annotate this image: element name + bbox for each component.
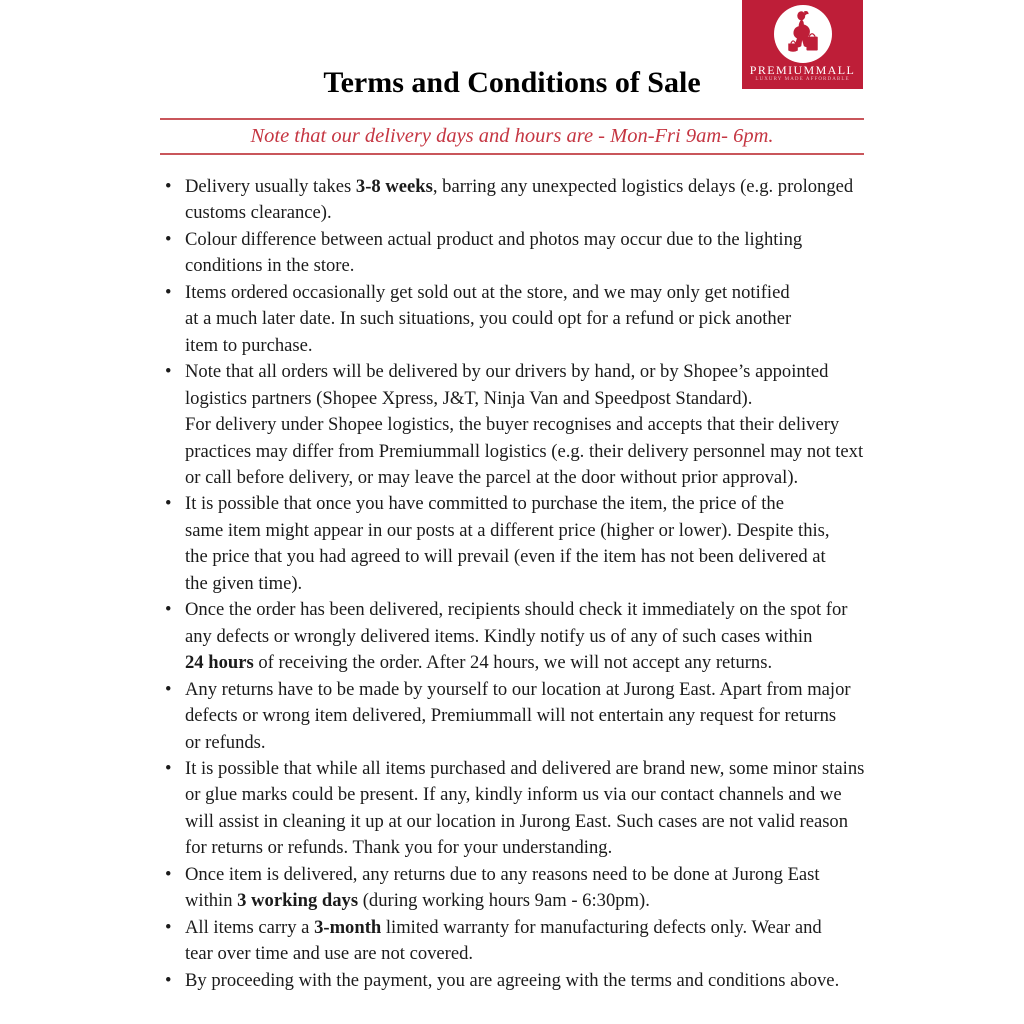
term-item [163,862,874,915]
logo-brand-text: PREMIUMMALL [749,63,856,77]
page-title: Terms and Conditions of Sale [323,66,701,99]
term-item [163,227,874,280]
term-line: within 3 working days (during working hours 9am - 6:30pm). [185,890,650,912]
term-item [163,915,874,968]
term-line: • By proceeding with the payment, you are agreeing with the terms and conditions above. [185,969,840,991]
term-item [163,491,874,597]
term-line: defects or wrong item delivered, Premiummall will not entertain any request for returns [185,705,837,727]
term-line: practices may differ from Premiummall logistics (e.g. their delivery personnel may not text [185,440,864,462]
term-line: For delivery under Shopee logistics, the buyer recognises and accepts that their delivery [185,414,840,436]
term-item [163,756,874,862]
term-line: or glue marks could be present. If any, kindly inform us via our contact channels and we [185,784,842,806]
terms-list [0,174,1024,994]
woman-shopper-silhouette-icon [777,8,829,60]
term-line: any defects or wrongly delivered items. Kindly notify us of any of such cases within [185,625,813,647]
term-line: • Any returns have to be made by yourself to our location at Jurong East. Apart from major [185,678,851,700]
term-line: • All items carry a 3-month limited warranty for manufacturing defects only. Wear and [185,916,822,938]
term-line: or call before delivery, or may leave the parcel at the door without prior approval). [185,466,799,488]
term-line: 24 hours of receiving the order. After 24 hours, we will not accept any returns. [185,652,773,674]
term-line: the price that you had agreed to will prevail (even if the item has not been delivered at [185,546,826,568]
logo-circle [774,5,832,63]
term-line: will assist in cleaning it up at our location in Jurong East. Such cases are not valid reason [185,810,849,832]
term-line: • Once the order has been delivered, recipients should check it immediately on the spot for [185,599,848,621]
term-line: same item might appear in our posts at a different price (higher or lower). Despite this, [185,519,830,541]
term-line: at a much later date. In such situations, you could opt for a refund or pick another [185,308,792,330]
term-line: • Colour difference between actual product and photos may occur due to the lighting [185,228,803,250]
term-line: customs clearance). [185,202,332,224]
delivery-notice-banner [160,118,864,155]
term-line: • It is possible that once you have committed to purchase the item, the price of the [185,493,784,515]
term-line: logistics partners (Shopee Xpress, J&T, Ninja Van and Speedpost Standard). [185,387,753,409]
term-line: • It is possible that while all items purchased and delivered are brand new, some minor stains [185,757,865,779]
term-line: • Once item is delivered, any returns due to any reasons need to be done at Jurong East [185,863,820,885]
term-line: item to purchase. [185,334,313,356]
term-line: the given time). [185,572,303,594]
term-line: or refunds. [185,731,266,753]
term-line: • Items ordered occasionally get sold out at the store, and we may only get notified [185,281,790,303]
term-line: • Note that all orders will be delivered by our drivers by hand, or by Shopee’s appointed [185,361,829,383]
term-item [163,359,874,491]
term-item [163,174,874,227]
term-line: for returns or refunds. Thank you for your understanding. [185,837,613,859]
term-line: • Delivery usually takes 3-8 weeks, barring any unexpected logistics delays (e.g. prolonged [185,176,854,197]
term-item [163,968,874,994]
delivery-notice-text: Note that our delivery days and hours are - Mon-Fri 9am- 6pm. [250,125,774,147]
premiummall-logo [742,0,863,89]
term-line: tear over time and use are not covered. [185,943,474,965]
term-item [163,597,874,676]
term-item [163,677,874,756]
logo-tagline-text: LUXURY MADE AFFORDABLE [755,77,850,82]
term-line: conditions in the store. [185,255,355,277]
term-item [163,280,874,359]
